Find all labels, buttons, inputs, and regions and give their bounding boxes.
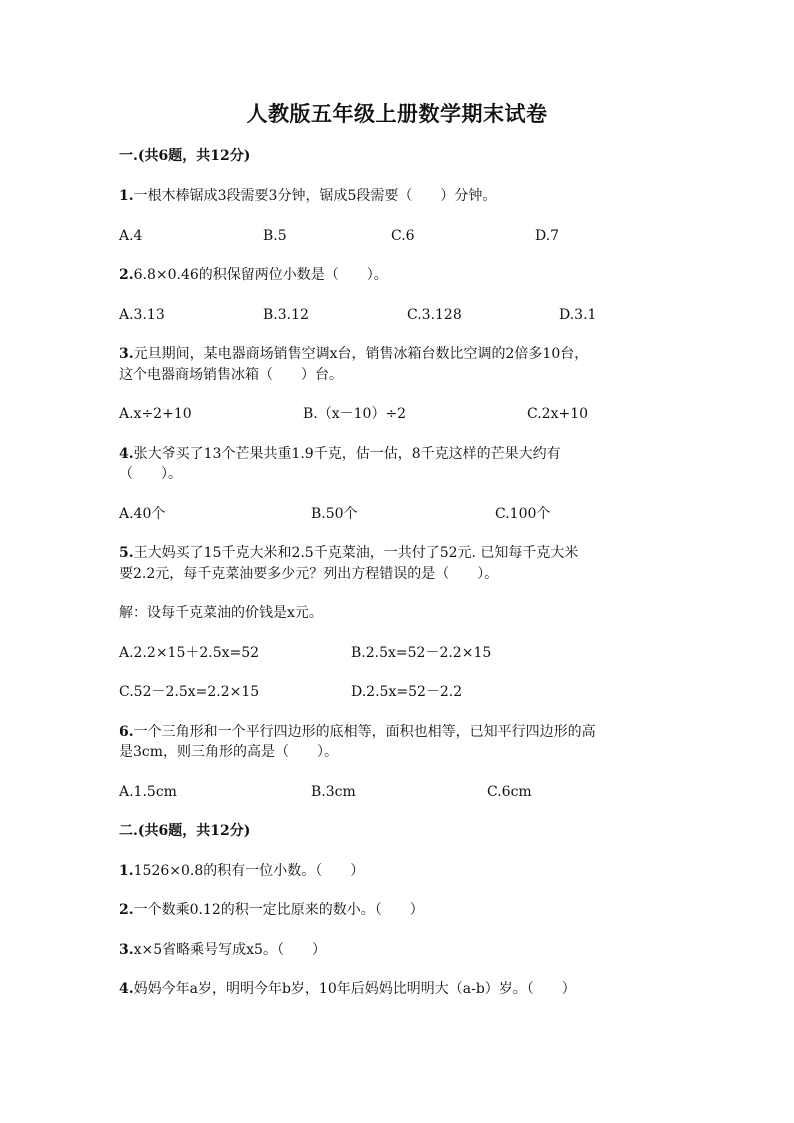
section-header-1: 一.(共6题，共12分) bbox=[119, 148, 251, 164]
option-a: A.40个 bbox=[119, 506, 166, 522]
question-number: 1. bbox=[119, 188, 134, 204]
option-d: D.3.1 bbox=[559, 307, 597, 323]
question-number: 4. bbox=[119, 446, 134, 462]
page-title: 人教版五年级上册数学期末试卷 bbox=[246, 101, 548, 126]
question-number: 2. bbox=[119, 902, 134, 918]
question-2-1 bbox=[119, 861, 364, 881]
question-text: 元旦期间，某电器商场销售空调x台，销售冰箱台数比空调的2倍多10台， bbox=[133, 346, 589, 362]
option-b: B.5 bbox=[263, 228, 287, 244]
option-b: B.3cm bbox=[311, 784, 356, 800]
question-1-5 bbox=[119, 543, 578, 563]
option-d: D.7 bbox=[535, 228, 560, 244]
question-1-6 bbox=[119, 722, 596, 742]
option-b: B.（x－10）÷2 bbox=[303, 406, 407, 422]
option-c: C.2x+10 bbox=[527, 406, 589, 422]
question-text-continued: 是3cm，则三角形的高是（ ）。 bbox=[119, 744, 339, 760]
option-c: C.100个 bbox=[495, 506, 551, 522]
question-number: 3. bbox=[119, 346, 134, 362]
question-text: 张大爷买了13个芒果共重1.9千克，估一估，8千克这样的芒果大约有 bbox=[133, 446, 561, 462]
option-a: A.4 bbox=[119, 228, 143, 244]
option-b: B.50个 bbox=[311, 506, 358, 522]
question-text: 王大妈买了15千克大米和2.5千克菜油，一共付了52元. 已知每千克大米 bbox=[133, 545, 579, 561]
option-a: A.3.13 bbox=[119, 307, 165, 323]
question-text: 6.8×0.46的积保留两位小数是（ ）。 bbox=[133, 267, 388, 283]
question-text: x×5省略乘号写成x5。（ ） bbox=[133, 942, 326, 958]
option-b: B.2.5x=52－2.2×15 bbox=[351, 645, 492, 661]
question-number: 6. bbox=[119, 724, 134, 740]
question-2-4 bbox=[119, 979, 576, 999]
question-1-2 bbox=[119, 265, 388, 285]
option-a: A.1.5cm bbox=[119, 784, 177, 800]
question-text: 一个三角形和一个平行四边形的底相等，面积也相等，已知平行四边形的高 bbox=[133, 724, 596, 740]
option-d: D.2.5x=52－2.2 bbox=[351, 684, 463, 700]
question-number: 1. bbox=[119, 863, 134, 879]
question-2-3 bbox=[119, 940, 326, 960]
question-1-4 bbox=[119, 444, 561, 464]
option-c: C.6 bbox=[391, 228, 415, 244]
option-c: C.6cm bbox=[487, 784, 532, 800]
option-c: C.52－2.5x=2.2×15 bbox=[119, 684, 260, 700]
question-1-3 bbox=[119, 344, 588, 364]
question-number: 4. bbox=[119, 981, 134, 997]
question-text-continued: 要2.2元，每千克菜油要多少元？列出方程错误的是（ ）。 bbox=[119, 566, 499, 582]
question-text-continued: （ ）。 bbox=[119, 466, 182, 482]
question-number: 5. bbox=[119, 545, 134, 561]
section-header-2: 二.(共6题，共12分) bbox=[119, 823, 251, 839]
option-a: A.x÷2+10 bbox=[119, 406, 192, 422]
option-a: A.2.2×15＋2.5x=52 bbox=[119, 645, 260, 661]
question-extra: 解：设每千克菜油的价钱是x元。 bbox=[119, 605, 323, 621]
question-text: 一个数乘0.12的积一定比原来的数小。（ ） bbox=[133, 902, 424, 918]
question-number: 2. bbox=[119, 267, 134, 283]
question-number: 3. bbox=[119, 942, 134, 958]
option-b: B.3.12 bbox=[263, 307, 309, 323]
question-text: 妈妈今年a岁，明明今年b岁，10年后妈妈比明明大（a-b）岁。（ ） bbox=[133, 981, 576, 997]
option-c: C.3.128 bbox=[407, 307, 462, 323]
question-2-2 bbox=[119, 900, 424, 920]
question-1-1 bbox=[119, 186, 496, 206]
question-text: 一根木棒锯成3段需要3分钟，锯成5段需要（ ）分钟。 bbox=[133, 188, 497, 204]
question-text: 1526×0.8的积有一位小数。（ ） bbox=[133, 863, 365, 879]
question-text-continued: 这个电器商场销售冰箱（ ）台。 bbox=[119, 367, 343, 383]
